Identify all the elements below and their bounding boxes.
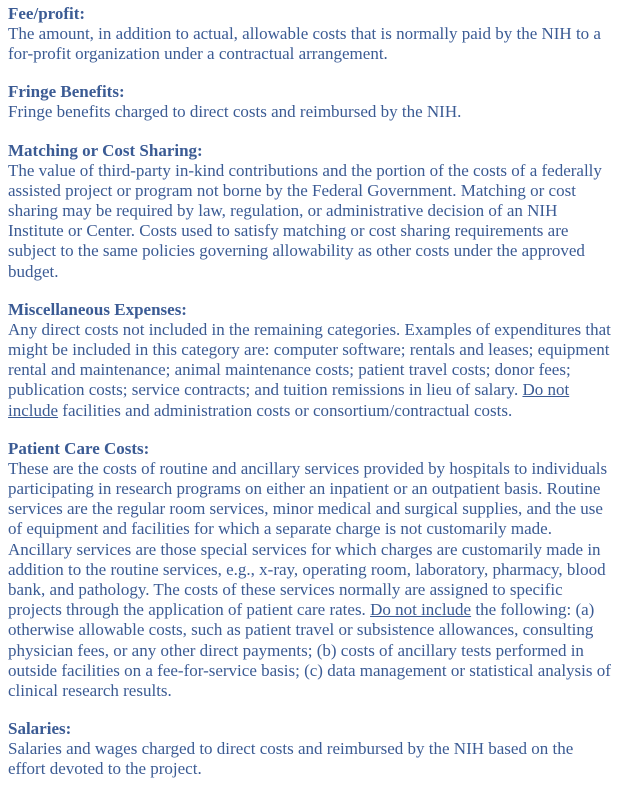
section-text: The amount, in addition to actual, allowable costs that is normally paid by the NIH to a for-profit organization under a contractual arrangement. bbox=[8, 24, 601, 64]
document-page bbox=[8, 4, 614, 798]
section-fringe-benefits bbox=[8, 82, 614, 122]
section-text: Fringe benefits charged to direct costs and reimbursed by the NIH. bbox=[8, 102, 462, 122]
section-text bbox=[8, 320, 614, 421]
do-not-include-emphasis: Do not include bbox=[370, 600, 472, 620]
section-heading: Salaries: bbox=[8, 719, 72, 739]
section-text bbox=[8, 459, 614, 701]
section-heading: Matching or Cost Sharing: bbox=[8, 140, 203, 160]
section-heading: Miscellaneous Expenses: bbox=[8, 299, 187, 319]
section-matching-cost-sharing bbox=[8, 141, 614, 282]
section-heading: Fringe Benefits: bbox=[8, 82, 125, 102]
section-fee-profit bbox=[8, 4, 614, 64]
section-heading: Patient Care Costs: bbox=[8, 438, 150, 458]
section-text-before: Any direct costs not included in the remaining categories. Examples of expenditures that might be included in this category are: computer software; rentals and leases; equipment rental and maintenance; animal maintenance costs; patient travel costs; donor fees; publication costs; service contracts; and tuition remissions in lieu of salary. bbox=[8, 319, 611, 400]
section-text-after: the following: (a) otherwise allowable costs, such as patient travel or subsistence allowances, consulting physician fees, or any other direct payments; (b) costs of ancillary tests performed in outside facilities on a fee-for-service basis; (c) data management or statistical analysis of clinical research results. bbox=[8, 600, 611, 701]
section-patient-care-costs bbox=[8, 439, 614, 701]
section-heading: Fee/profit: bbox=[8, 4, 86, 23]
section-text: Salaries and wages charged to direct costs and reimbursed by the NIH based on the effort devoted to the project. bbox=[8, 739, 574, 779]
section-salaries bbox=[8, 719, 614, 779]
section-text: The value of third-party in-kind contributions and the portion of the costs of a federally assisted project or program not borne by the Federal Government. Matching or cost sharing may be required by law, regulation, or administrative decision of an NIH Institute or Center. Costs used to satisfy matching or cost sharing requirements are subject to the same policies governing allowability as other costs under the approved budget. bbox=[8, 160, 602, 281]
do-not-include-emphasis: Do not include bbox=[8, 380, 570, 420]
section-text-after: facilities and administration costs or consortium/contractual costs. bbox=[58, 400, 513, 420]
section-miscellaneous-expenses bbox=[8, 300, 614, 421]
section-text-before: These are the costs of routine and ancillary services provided by hospitals to individuals participating in research programs on either an inpatient or an outpatient basis. Routine services are the regular room services, minor medical and surgical supplies, and the use of equipment and facilities for which a separate charge is not customarily made. Ancillary services are those special services for which charges are customarily made in addition to the routine services, e.g., x-ray, operating room, laboratory, pharmacy, blood bank, and pathology. The costs of these services normally are assigned to specific projects through the application of patient care rates. bbox=[8, 458, 608, 620]
